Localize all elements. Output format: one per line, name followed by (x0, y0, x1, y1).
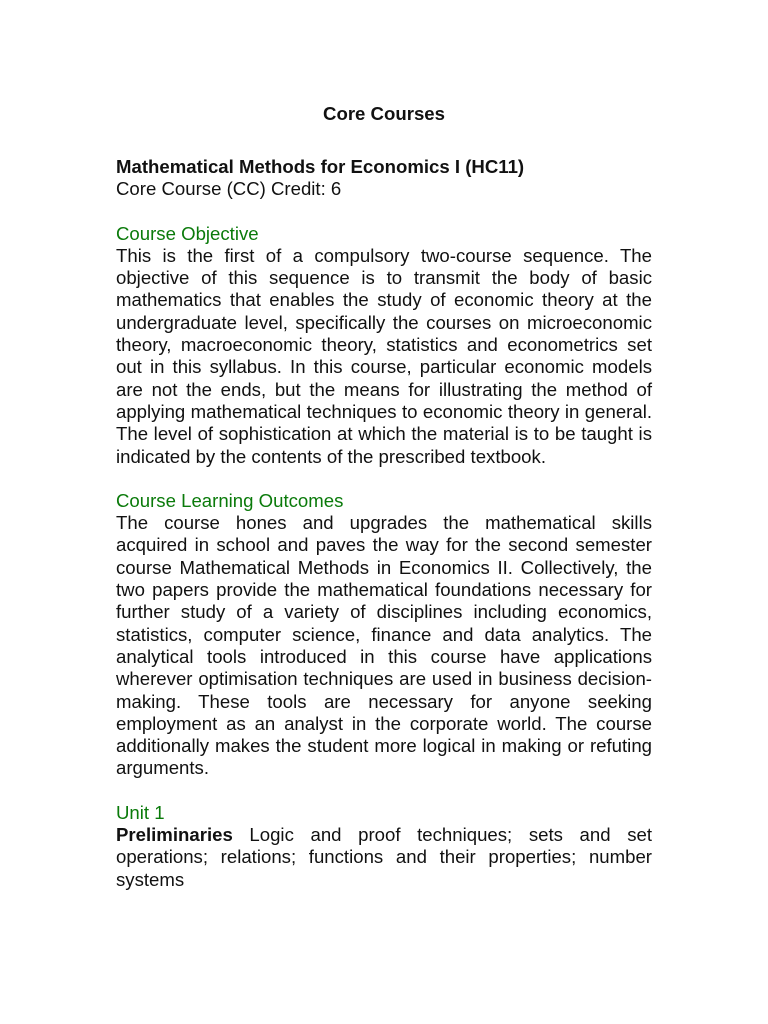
unit-1-text (116, 824, 652, 891)
learning-outcomes-heading: Course Learning Outcomes (116, 489, 344, 511)
unit-1-body: Logic and proof techniques; sets and set operations; relations; functions and their properties; number systems (116, 824, 652, 890)
course-objective-heading: Course Objective (116, 222, 259, 244)
page-title: Core Courses (323, 103, 445, 124)
course-title: Mathematical Methods for Economics I (HC11) (116, 156, 525, 177)
unit-1-lead: Preliminaries (116, 824, 233, 846)
unit-1-heading: Unit 1 (116, 801, 165, 823)
course-objective-text: This is the first of a compulsory two-course sequence. The objective of this sequence is to transmit the body of basic mathematics that enables the study of economic theory at the undergraduate level, specifically the courses on microeconomic theory, macroeconomic theory, statistics and econometrics set out in this syllabus. In this course, particular economic models are not the ends, but the means for illustrating the method of applying mathematical techniques to economic theory in general. The level of sophistication at which the material is to be taught is indicated by the contents of the prescribed textbook. (116, 244, 652, 467)
course-credit: Core Course (CC) Credit: 6 (116, 178, 342, 200)
learning-outcomes-text: The course hones and upgrades the mathematical skills acquired in school and paves the way for the second semester course Mathematical Methods in Economics II. Collectively, the two papers provide the mathematical foundations necessary for further study of a variety of disciplines including economics, statistics, computer science, finance and data analytics. The analytical tools introduced in this course have applications wherever optimisation techniques are used in business decision-making. These tools are necessary for anyone seeking employment as an analyst in the corporate world. The course additionally makes the student more logical in making or refuting arguments. (116, 512, 652, 779)
document-page (116, 100, 652, 891)
